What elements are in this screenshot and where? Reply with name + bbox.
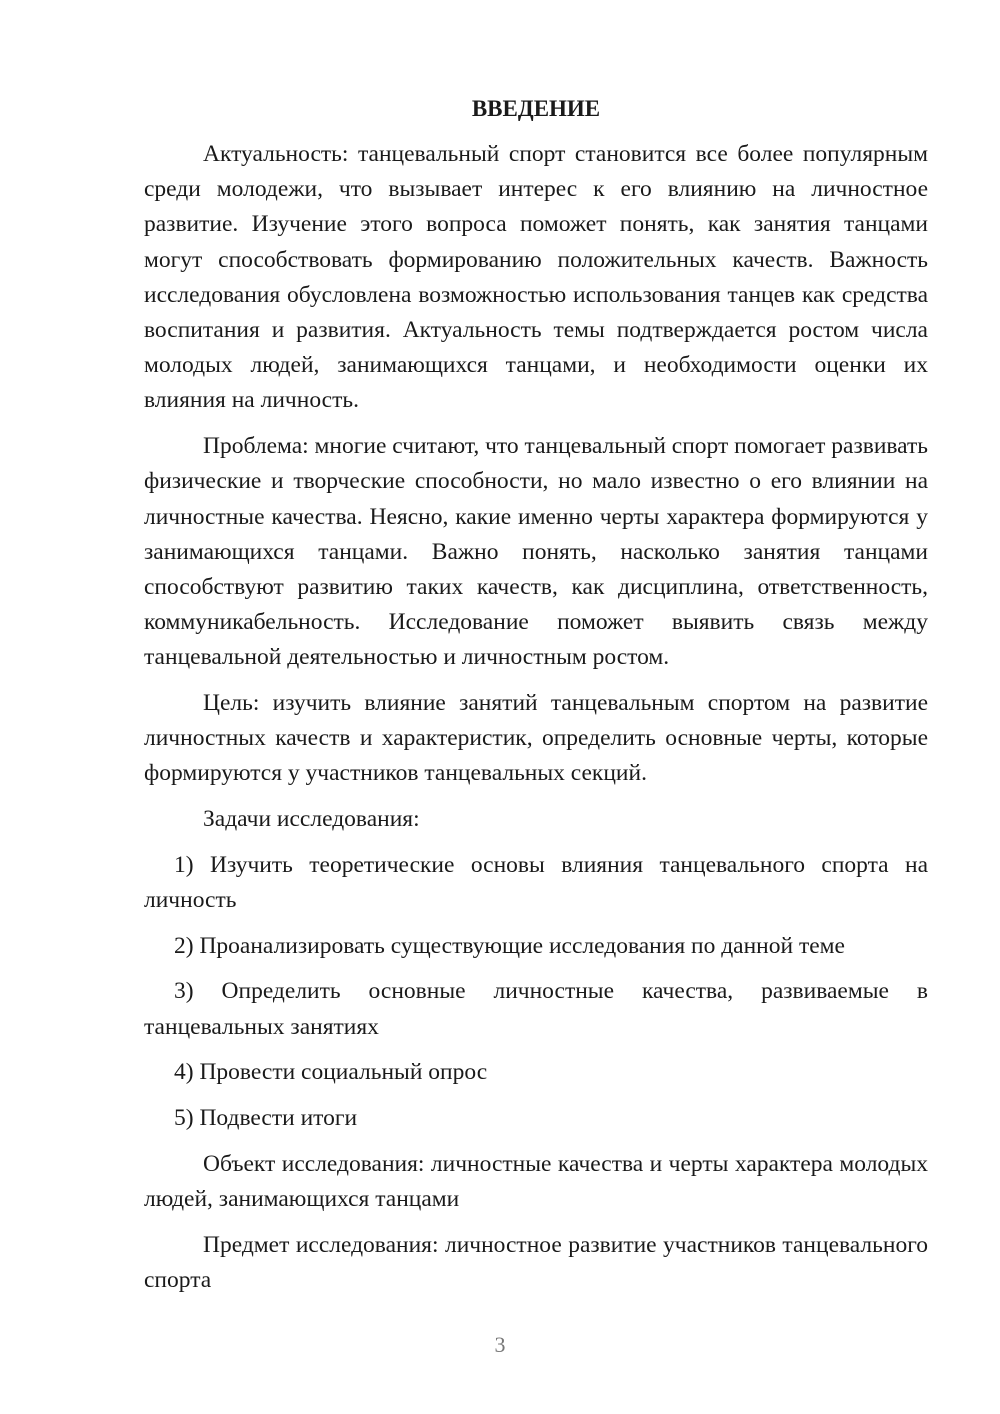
object-paragraph: Объект исследования: личностные качества и черты характера молодых людей, занимающихся танцами xyxy=(144,1150,928,1212)
task-item-1: 1) Изучить теоретические основы влияния танцевального спорта на личность xyxy=(144,851,928,914)
problem-paragraph: Проблема: многие считают, что танцевальный спорт помогает развивать физические и творческие способности, но мало известно о его влиянии на личностные качества. Неясно, какие именно черты характера формируются у занимающихся танцами. Важно понять, насколько занятия танцами способствуют развитию таких качеств, как дисциплина, ответственность, коммуникабельность. Исследование поможет выявить связь между танцевальной деятельностью и личностным ростом. xyxy=(144,433,928,671)
task-item-2: 2) Проанализировать существующие исследования по данной теме xyxy=(174,932,845,959)
task-item-4: 4) Провести социальный опрос xyxy=(174,1059,488,1086)
document-page xyxy=(144,90,928,1298)
page-number: 3 xyxy=(494,1332,506,1357)
task-item-5: 5) Подвести итоги xyxy=(174,1105,358,1132)
subject-paragraph: Предмет исследования: личностное развитие участников танцевального спорта xyxy=(144,1231,928,1293)
relevance-paragraph: Актуальность: танцевальный спорт становится все более популярным среди молодежи, что вызывает интерес к его влиянию на личностное развитие. Изучение этого вопроса поможет понять, как занятия танцами могут способствовать формированию положительных качеств. Важность исследования обусловлена возможностью использования танцев как средства воспитания и развития. Актуальность темы подтверждается ростом числа молодых людей, занимающихся танцами, и необходимости оценки их влияния на личность. xyxy=(144,141,928,414)
section-title: ВВЕДЕНИЕ xyxy=(471,96,601,121)
task-item-3: 3) Определить основные личностные качества, развиваемые в танцевальных занятиях xyxy=(144,978,928,1040)
tasks-heading: Задачи исследования: xyxy=(203,806,420,833)
goal-paragraph: Цель: изучить влияние занятий танцевальным спортом на развитие личностных качеств и характеристик, определить основные черты, которые формируются у участников танцевальных секций. xyxy=(144,690,928,787)
